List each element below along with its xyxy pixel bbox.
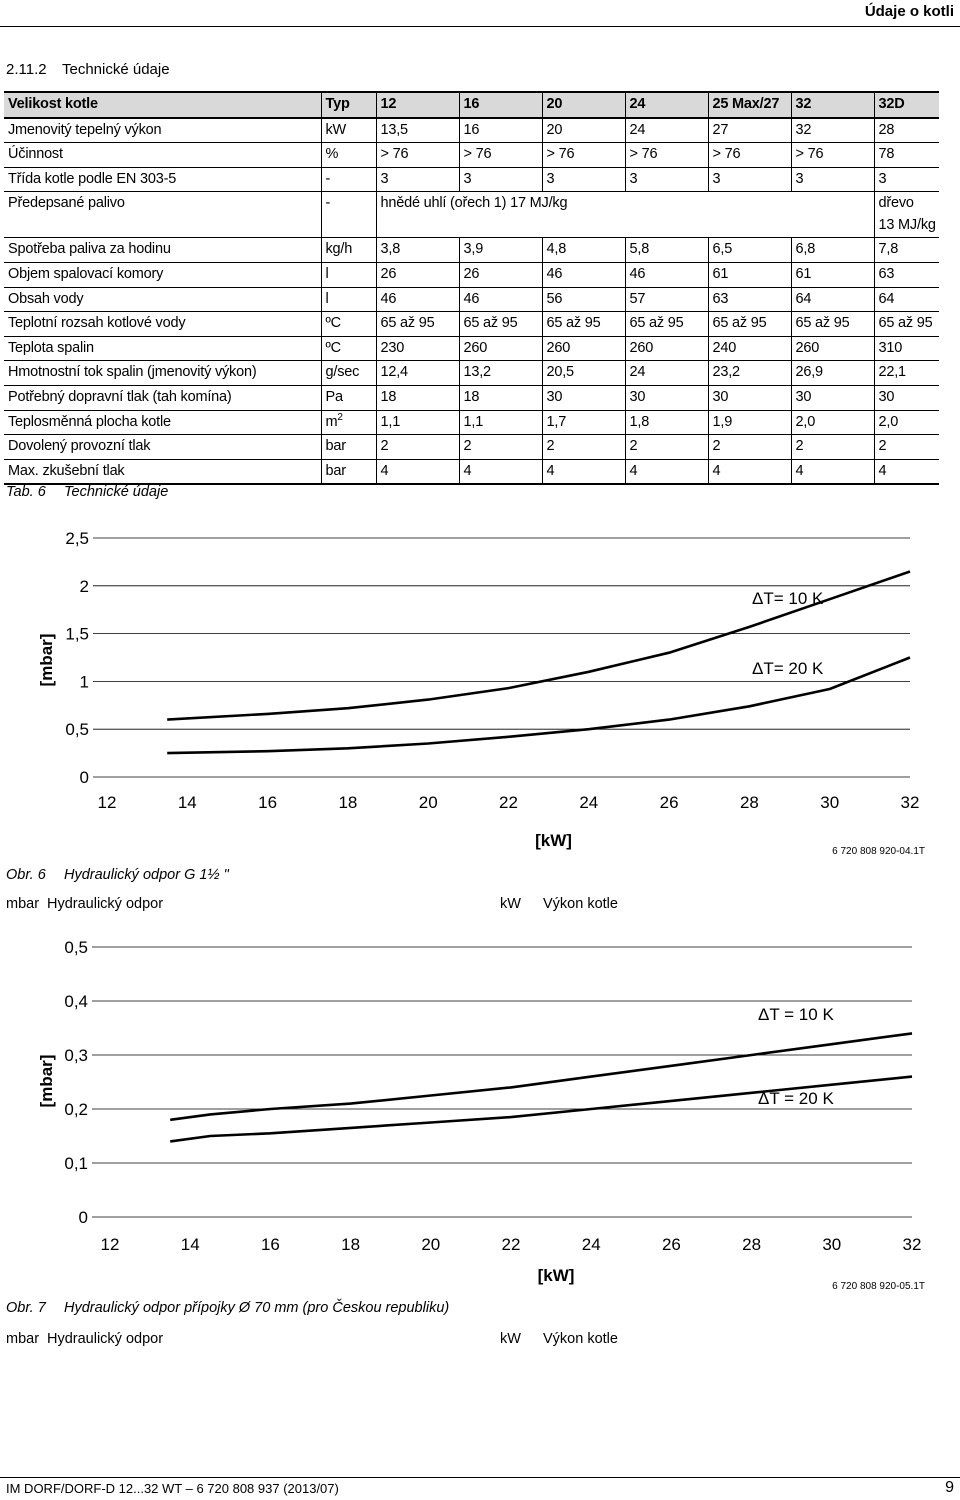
row-unit: g/sec <box>321 361 376 386</box>
table-row <box>4 167 939 192</box>
legend-unit-x-1: kW <box>500 896 521 912</box>
figure-caption-2 <box>6 1300 449 1316</box>
legend-desc-x-1: Výkon kotle <box>543 896 618 912</box>
x-tick-label: 12 <box>97 793 117 812</box>
table-cell: 65 až 95 <box>542 312 625 337</box>
row-label: Hmotnostní tok spalin (jmenovitý výkon) <box>4 361 321 386</box>
y-tick-label: 1,5 <box>65 624 89 644</box>
table-cell: 56 <box>542 287 625 312</box>
table-cell: 2 <box>376 435 459 460</box>
x-tick-label: 22 <box>501 1235 521 1254</box>
section-heading <box>6 61 170 78</box>
row-label: Třída kotle podle EN 303-5 <box>4 167 321 192</box>
row-unit: % <box>321 143 376 168</box>
table-cell: 20,5 <box>542 361 625 386</box>
x-tick-label: 30 <box>822 1235 842 1254</box>
table-cell: 3,8 <box>376 238 459 263</box>
table-row <box>4 118 939 143</box>
technical-data-table <box>4 91 939 485</box>
table-header-cell: 32D <box>874 92 939 118</box>
figure-label-2: Obr. 7 <box>6 1300 46 1316</box>
table-cell: 18 <box>376 385 459 410</box>
table-cell: 22,1 <box>874 361 939 386</box>
table-cell: 65 až 95 <box>625 312 708 337</box>
table-cell: 13,5 <box>376 118 459 143</box>
table-cell: 1,1 <box>459 410 542 435</box>
y-tick-label: 0,1 <box>64 1154 88 1173</box>
table-cell: 46 <box>542 262 625 287</box>
y-tick-label: 0,2 <box>64 1100 88 1119</box>
row-unit: - <box>321 167 376 192</box>
table-cell: 26 <box>459 262 542 287</box>
footer-document-id: IM DORF/DORF-D 12...32 WT – 6 720 808 937 (2013/07) <box>6 1481 339 1496</box>
table-cell: 4 <box>874 459 939 484</box>
table-cell: 1,9 <box>708 410 791 435</box>
row-label: Jmenovitý tepelný výkon <box>4 118 321 143</box>
table-cell: 18 <box>459 385 542 410</box>
table-caption <box>6 484 168 500</box>
header-title: Údaje o kotli <box>864 3 954 20</box>
table-row-fuel <box>4 192 939 238</box>
table-cell: 2 <box>625 435 708 460</box>
table-cell: 46 <box>625 262 708 287</box>
row-unit: l <box>321 287 376 312</box>
table-cell: 2,0 <box>874 410 939 435</box>
figure-caption-text-2: Hydraulický odpor přípojky Ø 70 mm (pro Českou republiku) <box>64 1300 450 1316</box>
legend-unit-y-2: mbar <box>6 1331 40 1347</box>
table-cell: 30 <box>708 385 791 410</box>
table-cell: 240 <box>708 336 791 361</box>
legend-desc-y-2: Hydraulický odpor <box>47 1331 164 1347</box>
table-cell: 32 <box>791 118 874 143</box>
table-cell: 3 <box>459 167 542 192</box>
table-cell: 230 <box>376 336 459 361</box>
table-cell: 260 <box>625 336 708 361</box>
y-tick-label: 0 <box>79 768 89 787</box>
row-label: Předepsané palivo <box>4 192 321 238</box>
figure-label-1: Obr. 6 <box>6 867 46 883</box>
table-cell: 4 <box>542 459 625 484</box>
table-cell: 3,9 <box>459 238 542 263</box>
table-cell: 4 <box>459 459 542 484</box>
x-tick-label: 32 <box>900 793 920 812</box>
table-header-cell: Typ <box>321 92 376 118</box>
table-cell: 1,7 <box>542 410 625 435</box>
table-cell: > 76 <box>542 143 625 168</box>
row-unit: Pa <box>321 385 376 410</box>
table-cell: 2 <box>542 435 625 460</box>
table-cell: 16 <box>459 118 542 143</box>
row-unit: kW <box>321 118 376 143</box>
x-tick-label: 22 <box>499 793 518 812</box>
table-row <box>4 287 939 312</box>
table-cell: 23,2 <box>708 361 791 386</box>
table-header-cell: 32 <box>791 92 874 118</box>
table-row <box>4 361 939 386</box>
table-cell: 57 <box>625 287 708 312</box>
table-cell: 63 <box>874 262 939 287</box>
fuel-wood <box>874 192 939 238</box>
table-cell: > 76 <box>708 143 791 168</box>
row-unit: - <box>321 192 376 238</box>
x-tick-label: 12 <box>100 1235 120 1254</box>
x-tick-label: 30 <box>820 793 840 812</box>
table-cell: 3 <box>376 167 459 192</box>
table-cell: 26,9 <box>791 361 874 386</box>
x-tick-label: 14 <box>177 793 197 812</box>
x-tick-label: 26 <box>659 793 679 812</box>
table-cell: 5,8 <box>625 238 708 263</box>
y-tick-label: 0,3 <box>64 1046 88 1065</box>
table-cell: 61 <box>791 262 874 287</box>
table-header-cell: 20 <box>542 92 625 118</box>
table-header-cell: 24 <box>625 92 708 118</box>
legend-desc-x-2: Výkon kotle <box>543 1331 618 1347</box>
table-cell: 4,8 <box>542 238 625 263</box>
table-cell: 46 <box>376 287 459 312</box>
table-cell: 3 <box>542 167 625 192</box>
table-cell: 6,5 <box>708 238 791 263</box>
legend-desc-y-1: Hydraulický odpor <box>47 896 164 912</box>
table-cell: > 76 <box>791 143 874 168</box>
table-cell: 78 <box>874 143 939 168</box>
legend-unit-x-2: kW <box>500 1331 521 1347</box>
table-cell: 3 <box>791 167 874 192</box>
row-label: Teplosměnná plocha kotle <box>4 410 321 435</box>
row-unit: kg/h <box>321 238 376 263</box>
table-cell: 64 <box>791 287 874 312</box>
table-cell: 4 <box>708 459 791 484</box>
table-header-cell: 12 <box>376 92 459 118</box>
table-row <box>4 262 939 287</box>
x-tick-label: 18 <box>341 1235 361 1254</box>
table-cell: 30 <box>542 385 625 410</box>
x-tick-label: 26 <box>661 1235 681 1254</box>
table-cell: 260 <box>542 336 625 361</box>
table-cell: 30 <box>625 385 708 410</box>
hydraulic-resistance-chart-1 <box>0 520 960 860</box>
row-label: Objem spalovací komory <box>4 262 321 287</box>
table-cell: 65 až 95 <box>376 312 459 337</box>
series-label: ΔT = 10 K <box>758 1005 834 1024</box>
table-row <box>4 410 939 435</box>
row-unit: bar <box>321 459 376 484</box>
x-tick-label: 20 <box>421 1235 441 1254</box>
y-axis-label: [mbar] <box>37 633 56 687</box>
table-cell: 4 <box>625 459 708 484</box>
table-cell: 7,8 <box>874 238 939 263</box>
table-cell: 3 <box>874 167 939 192</box>
x-tick-label: 18 <box>338 793 358 812</box>
table-cell: 3 <box>708 167 791 192</box>
header-rule <box>0 26 960 27</box>
hydraulic-resistance-chart-2 <box>0 925 960 1295</box>
table-row <box>4 143 939 168</box>
table-row <box>4 238 939 263</box>
x-axis-label: [kW] <box>535 831 572 850</box>
row-label: Obsah vody <box>4 287 321 312</box>
y-axis-label: [mbar] <box>37 1054 56 1108</box>
table-row <box>4 459 939 484</box>
x-tick-label: 16 <box>260 1235 280 1254</box>
table-cell: 2 <box>459 435 542 460</box>
row-label: Spotřeba paliva za hodinu <box>4 238 321 263</box>
figure-legend-2 <box>0 1331 960 1351</box>
y-tick-label: 2 <box>79 576 89 596</box>
table-cell: 3 <box>625 167 708 192</box>
row-unit: l <box>321 262 376 287</box>
series-label: ΔT= 20 K <box>752 659 824 678</box>
table-header-cell: 16 <box>459 92 542 118</box>
table-row <box>4 435 939 460</box>
figure-caption-1 <box>6 867 229 883</box>
table-cell: 30 <box>791 385 874 410</box>
figure-code: 6 720 808 920-04.1T <box>832 846 925 857</box>
table-caption-text: Technické údaje <box>64 484 169 500</box>
section-number: 2.11.2 <box>6 61 47 78</box>
table-cell: 28 <box>874 118 939 143</box>
series-label: ΔT = 20 K <box>758 1089 834 1108</box>
page-number: 9 <box>945 1479 954 1496</box>
row-unit: ºC <box>321 336 376 361</box>
table-cell: 63 <box>708 287 791 312</box>
table-caption-label: Tab. 6 <box>6 484 46 500</box>
y-tick-label: 0,5 <box>64 938 88 957</box>
row-label: Teplotní rozsah kotlové vody <box>4 312 321 337</box>
x-tick-label: 24 <box>579 793 599 812</box>
row-unit: ºC <box>321 312 376 337</box>
x-axis-label: [kW] <box>537 1266 575 1285</box>
table-cell: 1,1 <box>376 410 459 435</box>
y-tick-label: 0,5 <box>65 720 89 740</box>
x-tick-label: 14 <box>180 1235 200 1254</box>
table-cell: 65 až 95 <box>459 312 542 337</box>
row-label: Max. zkušební tlak <box>4 459 321 484</box>
table-cell: 24 <box>625 118 708 143</box>
legend-unit-y-1: mbar <box>6 896 40 912</box>
table-cell: 65 až 95 <box>791 312 874 337</box>
table-cell: 30 <box>874 385 939 410</box>
row-label: Teplota spalin <box>4 336 321 361</box>
table-cell: 13,2 <box>459 361 542 386</box>
table-cell: 260 <box>791 336 874 361</box>
series-label: ΔT= 10 K <box>752 589 824 608</box>
table-cell: 61 <box>708 262 791 287</box>
table-cell: 6,8 <box>791 238 874 263</box>
table-cell: 65 až 95 <box>708 312 791 337</box>
table-cell: 64 <box>874 287 939 312</box>
table-cell: 310 <box>874 336 939 361</box>
table-cell: 2 <box>874 435 939 460</box>
table-cell: 260 <box>459 336 542 361</box>
table-row <box>4 336 939 361</box>
x-tick-label: 16 <box>258 793 278 812</box>
x-tick-label: 20 <box>418 793 438 812</box>
footer-rule <box>0 1477 960 1478</box>
table-cell: 26 <box>376 262 459 287</box>
table-cell: > 76 <box>459 143 542 168</box>
section-title: Technické údaje <box>62 61 170 78</box>
row-label: Účinnost <box>4 143 321 168</box>
figure-caption-text-1: Hydraulický odpor G 1½ " <box>64 867 229 883</box>
x-tick-label: 32 <box>902 1235 922 1254</box>
table-cell: > 76 <box>376 143 459 168</box>
table-cell: 12,4 <box>376 361 459 386</box>
table-row <box>4 385 939 410</box>
table-header-row <box>4 92 939 118</box>
fuel-coal: hnědé uhlí (ořech 1) 17 MJ/kg <box>376 192 874 238</box>
table-row <box>4 312 939 337</box>
y-tick-label: 2,5 <box>65 529 89 548</box>
row-label: Potřebný dopravní tlak (tah komína) <box>4 385 321 410</box>
table-cell: 2,0 <box>791 410 874 435</box>
row-unit: bar <box>321 435 376 460</box>
table-header-cell: Velikost kotle <box>4 92 321 118</box>
y-tick-label: 1 <box>79 672 89 692</box>
table-cell: 1,8 <box>625 410 708 435</box>
y-tick-label: 0,4 <box>64 992 88 1011</box>
fuel-wood-energy: 13 MJ/kg <box>878 217 936 234</box>
table-cell: 46 <box>459 287 542 312</box>
figure-legend-1 <box>0 896 960 916</box>
table-cell: 2 <box>791 435 874 460</box>
x-tick-label: 28 <box>739 793 759 812</box>
x-tick-label: 28 <box>742 1235 762 1254</box>
y-tick-label: 0 <box>78 1208 88 1227</box>
table-cell: 65 až 95 <box>874 312 939 337</box>
table-header-cell: 25 Max/27 <box>708 92 791 118</box>
fuel-wood-name: dřevo <box>878 195 914 212</box>
x-tick-label: 24 <box>581 1235 601 1254</box>
table-cell: 27 <box>708 118 791 143</box>
table-cell: 4 <box>791 459 874 484</box>
row-unit: $m^2$ <box>321 410 376 435</box>
row-label: Dovolený provozní tlak <box>4 435 321 460</box>
table-cell: 2 <box>708 435 791 460</box>
table-cell: 20 <box>542 118 625 143</box>
table-cell: 24 <box>625 361 708 386</box>
figure-code: 6 720 808 920-05.1T <box>832 1281 925 1292</box>
table-cell: > 76 <box>625 143 708 168</box>
table-cell: 4 <box>376 459 459 484</box>
